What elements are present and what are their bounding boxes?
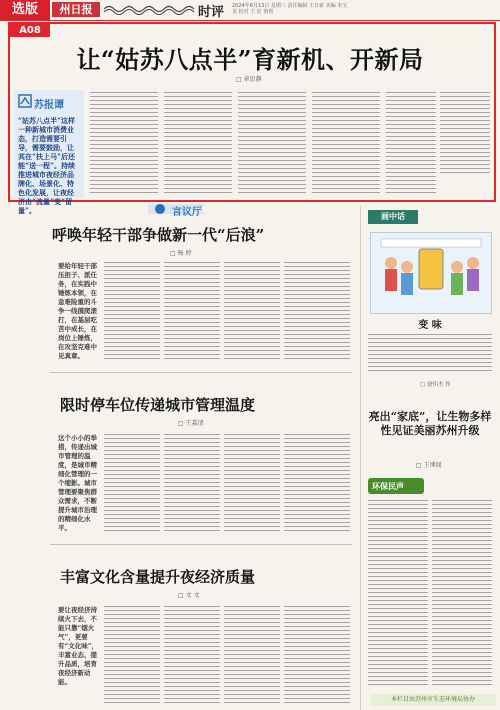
top-text-column-4 bbox=[312, 92, 380, 196]
top-headline: 让“姑苏八点半”育新机、开新局 bbox=[76, 45, 424, 74]
section2-lead: 要给年轻干部压担子、派任务，在实践中锤炼本领，在急难险重的斗争一线摸爬滚打，在基层吃苦中成长，在岗位上锤炼，在攻坚克难中见真章。 bbox=[58, 262, 97, 360]
dateline: 2024年6月13日 星期三 责任编辑 王日新 美编 朱宝龙 校对 王 征 值班 bbox=[232, 3, 348, 15]
section3-byline: □ 王嘉清 bbox=[178, 420, 204, 427]
section3-text-column-3 bbox=[224, 434, 280, 534]
section2-headline: 呼唤年轻干部争做新一代“后浪” bbox=[52, 226, 265, 244]
section4-text-column-1 bbox=[104, 606, 160, 706]
section2-text-column-2 bbox=[164, 262, 220, 362]
section3-text-column-2 bbox=[164, 434, 220, 534]
top-byline: □ 章思静 bbox=[236, 76, 262, 83]
section-divider-1 bbox=[50, 372, 352, 373]
section-divider-2 bbox=[50, 544, 352, 545]
ribbon-label: 言议厅 bbox=[172, 207, 202, 218]
section3-text-column-1 bbox=[104, 434, 160, 534]
section2-text-column-4 bbox=[284, 262, 350, 362]
top-text-column-1 bbox=[90, 92, 158, 196]
sidebar-text-column-2 bbox=[432, 500, 492, 688]
edition-badge: 选版 bbox=[0, 0, 50, 20]
top-text-column-6 bbox=[440, 92, 490, 174]
sidebar-text-column-1 bbox=[368, 500, 428, 688]
cartoon-author: □ 徐伟杰 作 bbox=[420, 382, 451, 388]
column-logo-icon bbox=[18, 94, 32, 108]
masthead-logo: 州日报 bbox=[52, 2, 100, 17]
sidebar-article-title: 亮出“家底”，让生物多样性见证美丽苏州升级 bbox=[368, 410, 492, 437]
column-label: 苏报谭 bbox=[34, 100, 64, 111]
section2-byline: □ 杨 婷 bbox=[170, 250, 192, 257]
sidebar-footer: 本栏目由苏州市生态环境局协办 bbox=[370, 694, 496, 706]
top-summary: “姑苏八点半”这样一种新城市消费业态，打造需要引导，需要鼓励，让其在“扶上马”后还能“送一程”。持续推进城市夜经济品牌化、场景化、特色化发展，让夜经济由“流量”变“留量”。 bbox=[18, 116, 76, 215]
cartoon-illustration-icon bbox=[370, 232, 492, 314]
section4-byline: □ 文 文 bbox=[178, 592, 200, 599]
cartoon-description bbox=[368, 334, 492, 374]
decorative-wave-icon bbox=[104, 4, 190, 14]
cartoon-header: 画中话 bbox=[368, 210, 418, 224]
section3-text-column-4 bbox=[284, 434, 350, 534]
header-rule bbox=[0, 20, 500, 21]
section-title: 时评 bbox=[198, 5, 225, 20]
section4-headline: 丰富文化含量提升夜经济质量 bbox=[60, 568, 256, 586]
top-text-column-3 bbox=[238, 92, 306, 196]
top-text-column-5 bbox=[386, 92, 436, 196]
sidebar-byline: □ 王博闻 bbox=[416, 462, 442, 469]
section4-text-column-4 bbox=[284, 606, 350, 706]
cartoon-caption: 变 味 bbox=[418, 320, 442, 331]
section3-lead: 这个小小的举措，传递出城市管理的温度，是城市精细化管理的一个缩影。城市管理要聚焦群众需求，不断提升城市治理的精细化水平。 bbox=[58, 434, 97, 532]
section4-text-column-3 bbox=[224, 606, 280, 706]
section2-text-column-3 bbox=[224, 262, 280, 362]
top-text-column-2 bbox=[164, 92, 232, 196]
environment-column-label: 环保民声 bbox=[372, 482, 404, 491]
section3-headline: 限时停车位传递城市管理温度 bbox=[60, 396, 256, 414]
section4-text-column-2 bbox=[164, 606, 220, 706]
section4-lead: 要让夜经济持续火下去，不能只靠“烟火气”，更要有“文化味”，丰富业态、提升品质，培育夜经济新动能。 bbox=[58, 606, 98, 686]
section2-text-column-1 bbox=[104, 262, 160, 362]
page-tag: A08 bbox=[10, 24, 50, 37]
